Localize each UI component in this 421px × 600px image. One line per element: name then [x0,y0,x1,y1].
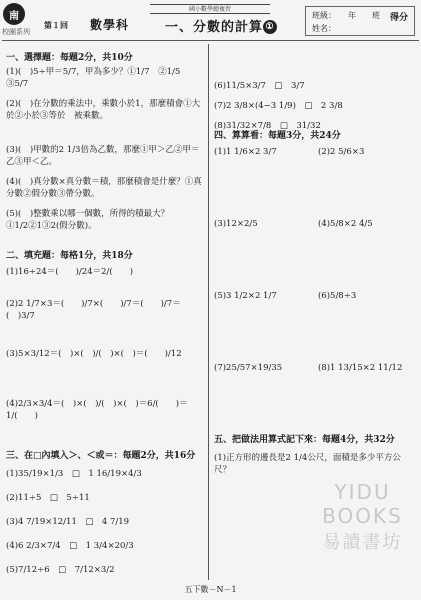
page-header [0,0,421,40]
subject-title: 數學科 [90,18,130,32]
section5-item-1: (1)正方形的邊長是2 1/4公尺，面積是多少平方公尺？ [214,453,401,475]
section4-item-2: (2)2 5/6×3 [318,147,365,157]
column-divider [208,44,209,580]
section2-title: 二、填充題：每格1分，共18分 [6,251,133,261]
section3-item-8: (8)31/32×7/8 □ 31/32 [214,121,321,131]
section4-item-3: (3)12×2/5 [214,219,258,229]
section3-item-4: (4)6 2/3×7/4 □ 1 3/4×20/3 [6,541,134,551]
name-field: 姓名： [312,24,336,33]
section3-item-2: (2)11÷5 □ 5÷11 [6,493,90,503]
section3-item-7: (7)2 3/8×(4−3 1/9) □ 2 3/8 [214,101,343,111]
section2-item-1: (1)16÷24＝( )/24＝2/( ) [6,267,134,277]
section3-item-5: (5)7/12÷6 □ 7/12×3/2 [6,565,115,575]
watermark-line-3: 易讀書坊 [322,532,403,553]
section3-item-1: (1)35/19×1/3 □ 1 16/19×4/3 [6,469,142,479]
watermark-line-1: YIDU [334,480,391,504]
section4-item-6: (6)5/8÷3 [318,291,357,301]
score-label: 得分 [389,13,408,23]
section1-item-4: (4)( )真分數×真分數＝積，那麼積會是什麼？①真分數②假分數③帶分數。 [6,177,202,199]
section4-item-1: (1)1 1/6×2 3/7 [214,147,277,157]
section4-item-5: (5)3 1/2×2 1/7 [214,291,277,301]
section2-item-4: (4)2/3×3/4＝( )×( )/( )×( )＝6/( )＝1/( ) [6,399,188,421]
section4-title: 四、算算看：每題3分，共24分 [214,131,341,141]
watermark-line-2: BOOKS [322,504,403,528]
header-rule [2,40,419,41]
section3-item-6: (6)11/5×3/7 □ 3/7 [214,81,305,91]
chapter-text: 一、分數的計算 [165,20,264,35]
section4-item-7: (7)25/57×19/35 [214,363,283,373]
top-strip: 國小數學總複習 [150,4,270,14]
section3-item-3: (3)4 7/19×12/11 □ 4 7/19 [6,517,130,527]
section2-item-3: (3)5×3/12＝( )×( )/( )×( )＝( )/12 [6,349,182,359]
section3-title: 三、在□內填入＞、＜或＝：每題2分，共16分 [6,451,196,461]
page-footer: 五下數－N－1 [184,585,237,594]
section2-item-2: (2)2 1/7×3＝( )/7×( )/7＝( )/7＝( )3/7 [6,299,181,321]
section1-item-3: (3)( )甲數的2 1/3倍為乙數，那麼①甲＞乙②甲＝乙③甲＜乙。 [6,145,200,167]
series-label: 校園系列 [2,28,30,36]
section1-item-2: (2)( )在分數的乘法中，乘數小於1，那麼積會①大於②小於③等於 被乘數。 [6,99,201,121]
session-label: 第１回 [44,20,68,30]
chapter-number: ① [263,20,277,34]
chapter-title [165,16,277,35]
student-info-box [305,6,415,36]
section4-item-8: (8)1 13/15×2 11/12 [318,363,403,373]
school-seal: 南 [3,3,25,25]
section1-title: 一、選擇題：每題2分，共10分 [6,53,133,63]
section1-item-1: (1)( )5÷甲＝5/7，甲為多少？①1/7 ②1/5 ③5/7 [6,67,189,89]
section4-item-4: (4)5/8×2 4/5 [318,219,373,229]
class-field: 班級： 年 班 [312,11,380,20]
section1-item-5: (5)( )整數乘以哪一個數，所得的積最大？①1/2②1③2(假分數)。 [6,209,170,231]
section5-title: 五、把做法用算式記下來：每題4分，共32分 [214,435,395,445]
publisher-watermark [305,480,420,554]
